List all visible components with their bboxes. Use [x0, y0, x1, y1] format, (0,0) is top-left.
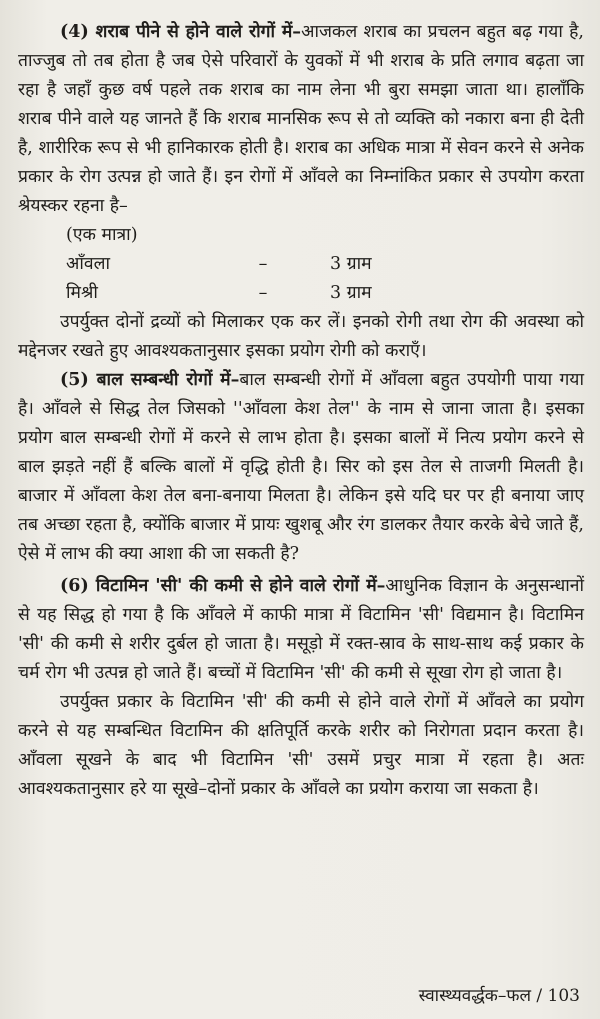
recipe-dash: –: [258, 254, 268, 274]
recipe-caption: (एक मात्रा): [66, 225, 138, 245]
recipe-item: आँवला: [66, 254, 111, 274]
page-footer: [419, 984, 580, 1008]
section-4-paragraph: [18, 18, 584, 221]
section-5-paragraph: [18, 366, 584, 569]
section-4-followup: उपर्युक्त दोनों द्रव्यों को मिलाकर एक कर लें। इनको रोगी तथा रोग की अवस्था को मद्देनजर रखते हुए आवश्यकतानुसार इसका प्रयोग रोगी को कराएँ।: [18, 312, 584, 361]
recipe-quantity: 3 ग्राम: [330, 283, 372, 303]
recipe-dash: –: [258, 283, 268, 303]
recipe-quantity: 3 ग्राम: [330, 254, 372, 274]
section-6-text: आधुनिक विज्ञान के अनुसन्धानों से यह सिद्ध हो गया है कि आँवले में काफी मात्रा में विटामिन 'सी' विद्यमान है। विटामिन 'सी' की कमी से शरीर दुर्बल हो जाता है। मसूड़ो में रक्त-स्राव के साथ-साथ कई प्रकार के चर्म रोग भी उत्पन्न हो जाते हैं। बच्चों में विटामिन 'सी' की कमी से सूखा रोग हो जाता है।: [18, 576, 584, 683]
section-4-heading: (4) शराब पीने से होने वाले रोगों में–: [60, 22, 302, 42]
recipe-table: [18, 221, 584, 308]
section-6-paragraph: [18, 572, 584, 688]
section-4-text: आजकल शराब का प्रचलन बहुत बढ़ गया है, ताज्जुब तो तब होता है जब ऐसे परिवारों के युवकों में भी शराब के प्रति लगाव बढ़ता जा रहा है जहाँ कुछ वर्ष पहले तक शराब का नाम लेना भी बुरा समझा जाता था। हालाँकि शराब पीने वाले यह जानते हैं कि शराब मानसिक रूप से तो व्यक्ति को नकारा बना ही देती है, शारीरिक रूप से भी हानिकारक होती है। शराब का अधिक मात्रा में सेवन करने से अनेक प्रकार के रोग उत्पन्न हो जाते हैं। इन रोगों में आँवले का निम्नांकित प्रकार से उपयोग करता श्रेयस्कर रहना है–: [18, 22, 584, 216]
recipe-row: [18, 250, 584, 279]
section-6-heading: (6) विटामिन 'सी' की कमी से होने वाले रोगों में–: [60, 576, 386, 596]
footer-separator: /: [531, 986, 548, 1006]
page-number: 103: [547, 986, 580, 1006]
recipe-item: मिश्री: [66, 283, 98, 303]
book-title: स्वास्थ्यवर्द्धक–फल: [418, 986, 531, 1006]
section-5-heading: (5) बाल सम्बन्धी रोगों में–: [60, 370, 240, 390]
section-6-followup: उपर्युक्त प्रकार के विटामिन 'सी' की कमी से होने वाले रोगों में आँवले का प्रयोग करने से यह सम्बन्धित विटामिन की क्षतिपूर्ति करके शरीर को निरोगता प्रदान करता है। आँवला सूखने के बाद भी विटामिन 'सी' उसमें प्रचुर मात्रा में रहता है। अतः आवश्यकतानुसार हरे या सूखे–दोनों प्रकार के आँवले का प्रयोग कराया जा सकता है।: [18, 692, 584, 799]
recipe-row: [18, 279, 584, 308]
section-5-text: बाल सम्बन्धी रोगों में आँवला बहुत उपयोगी पाया गया है। आँवले से सिद्ध तेल जिसको ''आँवला केश तेल'' के नाम से जाना जाता है। इसका प्रयोग बाल सम्बन्धी रोगों में करने से लाभ होता है। इसका बालों में नित्य प्रयोग करने से बाल झड़ते नहीं हैं बल्कि बालों में वृद्धि होती है। सिर को इस तेल से ताजगी मिलती है। बाजार में आँवला केश तेल बना-बनाया मिलता है। लेकिन इसे यदि घर पर ही बनाया जाए तब अच्छा रहता है, क्योंकि बाजार में प्रायः खुशबू और रंग डालकर तैयार करके बेचे जाते हैं, ऐसे में लाभ की क्या आशा की जा सकती है?: [18, 370, 584, 564]
